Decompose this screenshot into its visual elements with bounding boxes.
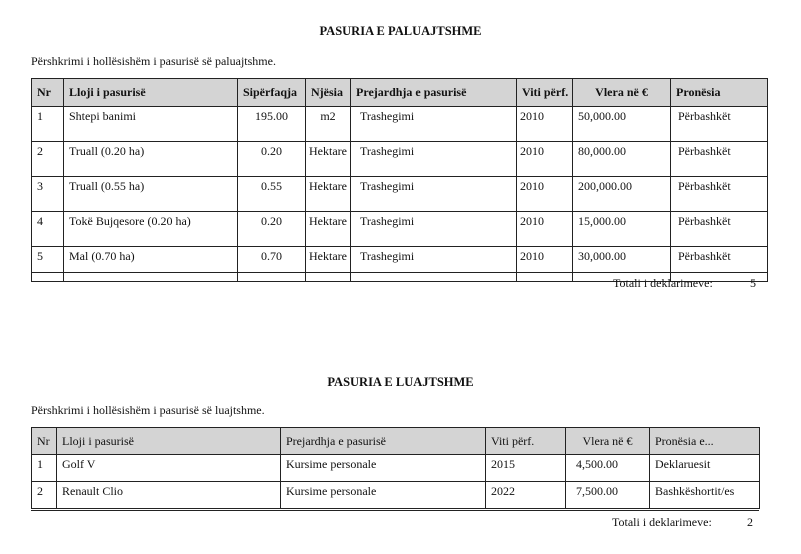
table-row bbox=[32, 212, 768, 247]
movable-total-value: 2 bbox=[747, 515, 753, 529]
cell-area: 195.00 bbox=[238, 107, 306, 142]
cell-value: 30,000.00 bbox=[573, 247, 671, 282]
movable-description: Përshkrimi i hollësishëm i pasurisë së luajtshme. bbox=[31, 403, 265, 417]
cell-ownership: Bashkëshortit/es bbox=[650, 482, 760, 509]
immovable-table bbox=[31, 78, 768, 282]
cell-value: 7,500.00 bbox=[566, 482, 650, 509]
table-row bbox=[32, 455, 760, 482]
cell-value: 50,000.00 bbox=[573, 107, 671, 142]
cell-type: Tokë Bujqesore (0.20 ha) bbox=[64, 212, 238, 247]
cell-value: 80,000.00 bbox=[573, 142, 671, 177]
immovable-title: PASURIA E PALUAJTSHME bbox=[319, 24, 482, 38]
cell-unit: m2 bbox=[306, 107, 351, 142]
cell-year: 2010 bbox=[517, 212, 573, 247]
cell-nr: 2 bbox=[32, 482, 57, 509]
cell-area: 0.55 bbox=[238, 177, 306, 212]
cell-value: 200,000.00 bbox=[573, 177, 671, 212]
col-header-value: Vlera në € bbox=[573, 79, 671, 107]
immovable-description: Përshkrimi i hollësishëm i pasurisë së paluajtshme. bbox=[31, 54, 276, 68]
cell-type: Renault Clio bbox=[57, 482, 281, 509]
cell-type: Mal (0.70 ha) bbox=[64, 247, 238, 282]
cell-ownership: Përbashkët bbox=[671, 177, 768, 212]
cell-nr: 1 bbox=[32, 107, 64, 142]
cell-unit: Hektare bbox=[306, 142, 351, 177]
cell-unit: Hektare bbox=[306, 177, 351, 212]
cell-year: 2015 bbox=[486, 455, 566, 482]
col-header-origin: Prejardhja e pasurisë bbox=[351, 79, 517, 107]
cell-ownership: Përbashkët bbox=[671, 107, 768, 142]
table-bottom-rule bbox=[31, 272, 767, 273]
movable-title: PASURIA E LUAJTSHME bbox=[327, 375, 474, 389]
immovable-header-row bbox=[32, 79, 768, 107]
movable-header-row bbox=[32, 428, 760, 455]
cell-origin: Trashegimi bbox=[351, 177, 517, 212]
col-header-nr: Nr bbox=[32, 428, 57, 455]
col-header-area: Sipërfaqja bbox=[238, 79, 306, 107]
movable-table bbox=[31, 427, 760, 509]
cell-origin: Trashegimi bbox=[351, 142, 517, 177]
cell-value: 4,500.00 bbox=[566, 455, 650, 482]
immovable-total-label: Totali i deklarimeve: bbox=[613, 276, 713, 290]
cell-ownership: Përbashkët bbox=[671, 212, 768, 247]
col-header-nr: Nr bbox=[32, 79, 64, 107]
cell-ownership: Përbashkët bbox=[671, 247, 768, 282]
cell-origin: Kursime personale bbox=[281, 455, 486, 482]
col-header-type: Lloji i pasurisë bbox=[57, 428, 281, 455]
col-header-unit: Njësia bbox=[306, 79, 351, 107]
cell-year: 2010 bbox=[517, 247, 573, 282]
cell-unit: Hektare bbox=[306, 212, 351, 247]
cell-origin: Trashegimi bbox=[351, 212, 517, 247]
col-header-ownership: Pronësia bbox=[671, 79, 768, 107]
cell-origin: Trashegimi bbox=[351, 247, 517, 282]
cell-area: 0.20 bbox=[238, 212, 306, 247]
table-bottom-rule bbox=[31, 510, 759, 511]
table-row bbox=[32, 177, 768, 212]
cell-ownership: Përbashkët bbox=[671, 142, 768, 177]
table-row bbox=[32, 482, 760, 509]
cell-year: 2010 bbox=[517, 177, 573, 212]
table-row bbox=[32, 107, 768, 142]
col-header-value: Vlera në € bbox=[566, 428, 650, 455]
cell-nr: 2 bbox=[32, 142, 64, 177]
cell-nr: 4 bbox=[32, 212, 64, 247]
cell-year: 2010 bbox=[517, 142, 573, 177]
cell-value: 15,000.00 bbox=[573, 212, 671, 247]
cell-nr: 3 bbox=[32, 177, 64, 212]
cell-year: 2010 bbox=[517, 107, 573, 142]
cell-nr: 5 bbox=[32, 247, 64, 282]
table-row bbox=[32, 142, 768, 177]
cell-unit: Hektare bbox=[306, 247, 351, 282]
immovable-total-value: 5 bbox=[750, 276, 756, 290]
cell-type: Golf V bbox=[57, 455, 281, 482]
cell-area: 0.70 bbox=[238, 247, 306, 282]
col-header-ownership: Pronësia e... bbox=[650, 428, 760, 455]
cell-year: 2022 bbox=[486, 482, 566, 509]
cell-type: Truall (0.20 ha) bbox=[64, 142, 238, 177]
col-header-type: Lloji i pasurisë bbox=[64, 79, 238, 107]
cell-ownership: Deklaruesit bbox=[650, 455, 760, 482]
col-header-origin: Prejardhja e pasurisë bbox=[281, 428, 486, 455]
col-header-year: Viti përf. bbox=[517, 79, 573, 107]
movable-total-label: Totali i deklarimeve: bbox=[612, 515, 712, 529]
cell-type: Shtepi banimi bbox=[64, 107, 238, 142]
col-header-year: Viti përf. bbox=[486, 428, 566, 455]
cell-nr: 1 bbox=[32, 455, 57, 482]
cell-origin: Kursime personale bbox=[281, 482, 486, 509]
cell-type: Truall (0.55 ha) bbox=[64, 177, 238, 212]
cell-area: 0.20 bbox=[238, 142, 306, 177]
cell-origin: Trashegimi bbox=[351, 107, 517, 142]
